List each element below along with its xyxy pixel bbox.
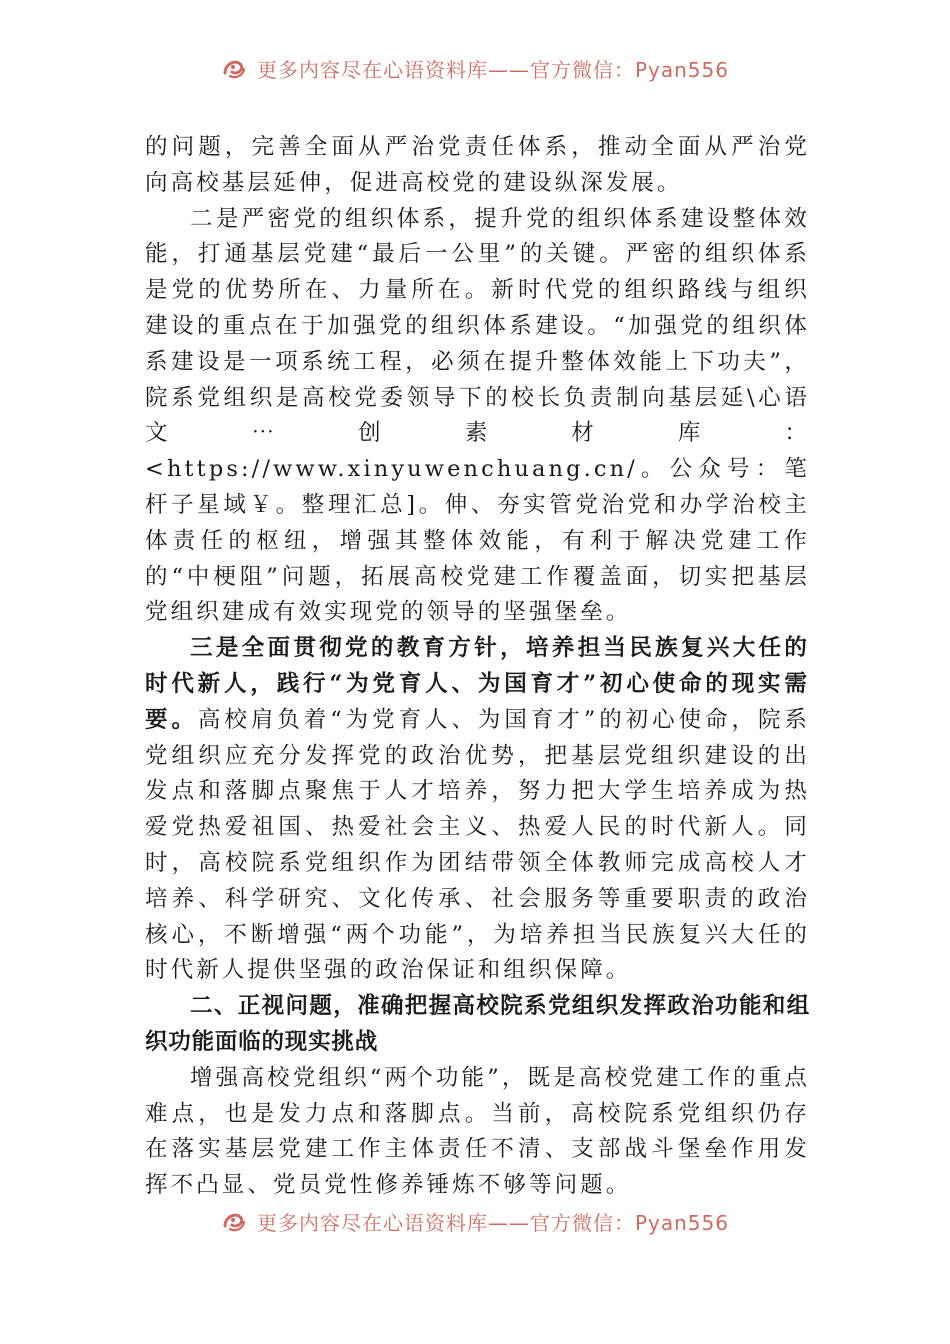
watermark-text: 更多内容尽在心语资料库——官方微信：Pyan556 [256, 57, 729, 82]
footer-watermark [0, 1205, 950, 1237]
swirl-logo-icon [221, 1208, 247, 1234]
paragraph-body: 高校肩负着“为党育人、为国育才”的初心使命，院系党组织应充分发挥党的政治优势，把基层党组织建设的出发点和落脚点聚焦于人才培养，努力把大学生培养成为热爱党热爱祖国、热爱社会主义、热爱人民的时代新人。同时，高校院系党组织作为团结带领全体教师完成高校人才培养、科学研究、文化传承、社会服务等重要职责的政治核心，不断增强“两个功能”，为培养担当民族复兴大任的时代新人提供坚强的政治保证和组织保障。 [145, 706, 810, 984]
section-heading: 二、正视问题，准确把握高校院系党组织发挥政治功能和组织功能面临的现实挑战 [145, 993, 810, 1055]
document-body [145, 130, 810, 1198]
paragraph: 的问题，完善全面从严治党责任体系，推动全面从严治党向高校基层延伸，促进高校党的建设纵深发展。 [145, 134, 810, 196]
paragraph-lead: 三是全面贯彻党的教育方针，培养担当民族复兴大任的时代新人，践行“为党育人、为国育才”初心使命的现实需要。 [145, 635, 810, 733]
header-watermark [0, 52, 950, 84]
paragraph: 二是严密党的组织体系，提升党的组织体系建设整体效能，打通基层党建“最后一公里”的关键。严密的组织体系是党的优势所在、力量所在。新时代党的组织路线与组织建设的重点在于加强党的组织体系建设。“加强党的组织体系建设是一项系统工程，必须在提升整体效能上下功夫”，院系党组织是高校党委领导下的校长负责制向基层延\心语文⋯创素材库：<https://www.xinyuwenchuang.cn/。公众号：笔杆子星域￥。整理汇总]。伸、夯实管党治党和办学治校主体责任的枢纽，增强其整体效能，有利于解决党建工作的“中梗阻”问题，拓展高校党建工作覆盖面，切实把基层党组织建成有效实现党的领导的坚强堡垒。 [145, 205, 810, 626]
watermark-text: 更多内容尽在心语资料库——官方微信：Pyan556 [256, 1210, 729, 1235]
paragraph: 增强高校党组织“两个功能”，既是高校党建工作的重点难点，也是发力点和落脚点。当前，高校院系党组织仍存在落实基层党建工作主体责任不清、支部战斗堡垒作用发挥不凸显、党员党性修养锤炼不够等问题。 [145, 1064, 810, 1198]
paragraph [145, 631, 810, 989]
swirl-logo-icon [221, 55, 247, 81]
